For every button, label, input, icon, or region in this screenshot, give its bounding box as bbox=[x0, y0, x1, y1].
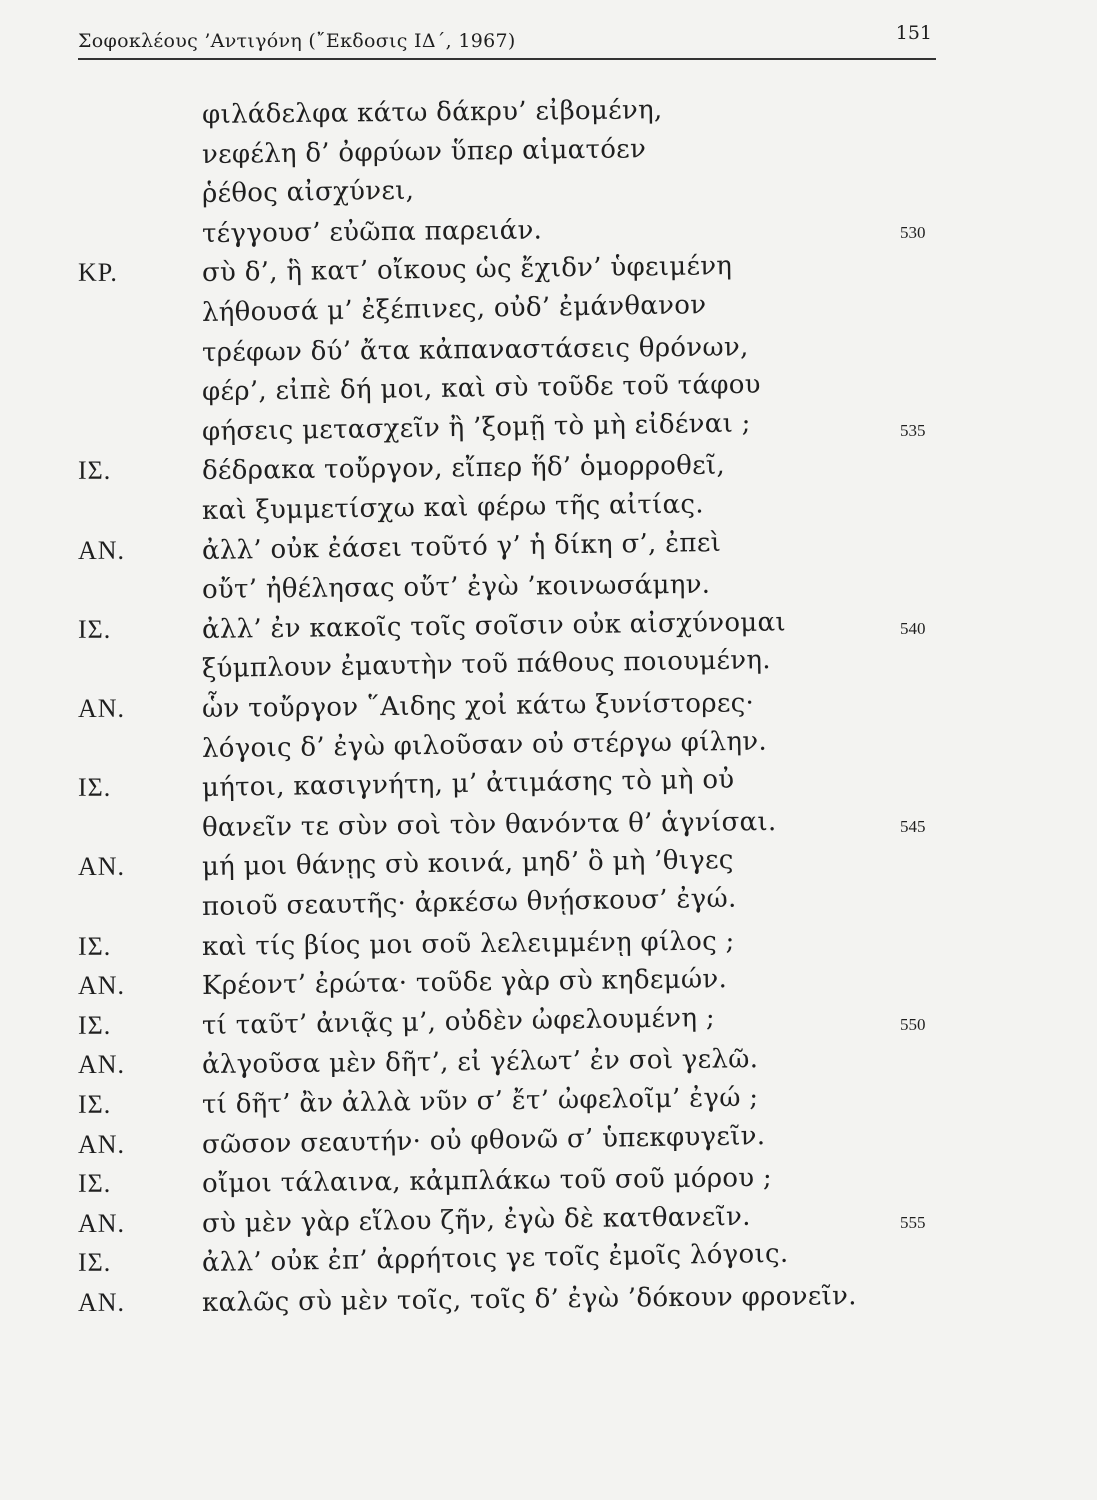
speaker-label: ΙΣ. bbox=[78, 614, 112, 644]
verse-text-line: Κρέοντ’ ἐρώτα· τοῦδε γὰρ σὺ κηδεμών. bbox=[201, 964, 728, 1002]
speaker-label: ΑΝ. bbox=[78, 852, 126, 882]
speaker-label: ΑΝ. bbox=[78, 971, 126, 1001]
verse-line bbox=[0, 1281, 1097, 1328]
verse-text-line: σὺ δ’, ἣ κατ’ οἴκους ὡς ἔχιδν’ ὑφειμένη bbox=[201, 251, 733, 289]
verse-line bbox=[0, 645, 1097, 694]
verse-text-line: λήθουσά μ’ ἐξέπινες, οὐδ’ ἐμάνθανον bbox=[201, 290, 707, 328]
verse-line bbox=[0, 1120, 1097, 1170]
speaker-label: ΑΝ. bbox=[78, 1208, 126, 1238]
verse-line bbox=[0, 175, 1097, 219]
verse-text-line: ἀλλ’ οὐκ ἐπ’ ἀρρήτοις γε τοῖς ἐμοῖς λόγοις. bbox=[201, 1239, 789, 1279]
speaker-label: ΑΝ. bbox=[78, 1129, 126, 1159]
verse-line bbox=[0, 290, 1097, 338]
verse-text-line: φήσεις μετασχεῖν ἢ ’ξομῇ τὸ μὴ εἰδέναι ; bbox=[201, 408, 751, 447]
speaker-label: ΙΣ. bbox=[78, 1090, 112, 1119]
verse-text-line: ἀλλ’ οὐκ ἐάσει τοῦτό γ’ ἡ δίκη σ’, ἐπεὶ bbox=[201, 527, 722, 566]
verse-text-line: τί ταῦτ’ ἀνιᾷς μ’, οὐδὲν ὠφελουμένη ; bbox=[201, 1002, 716, 1041]
verse-text-line: τέγγουσ’ εὐῶπα παρειάν. bbox=[201, 215, 543, 249]
verse-line bbox=[0, 450, 1097, 496]
verse-text-line: μήτοι, κασιγνήτη, μ’ ἀτιμάσης τὸ μὴ οὐ bbox=[201, 764, 735, 804]
speaker-label: ΚΡ. bbox=[78, 258, 118, 288]
verse-text-line: ἀλλ’ ἐν κακοῖς τοῖς σοῖσιν οὐκ αἰσχύνομαι bbox=[201, 607, 787, 645]
verse-text-line: καὶ ξυμμετίσχω καὶ φέρω τῆς αἰτίας. bbox=[201, 489, 705, 526]
verse-text-line: φιλάδελφα κάτω δάκρυ’ εἰβομένη, bbox=[201, 95, 663, 130]
verse-text-line: μή μοι θάνῃς σὺ κοινά, μηδ’ ὃ μὴ ’θιγες bbox=[201, 845, 734, 883]
verse-text-line: τί δῆτ’ ἂν ἀλλὰ νῦν σ’ ἔτ’ ὠφελοῖμ’ ἐγώ ; bbox=[201, 1082, 759, 1120]
line-number: 530 bbox=[900, 222, 926, 242]
verse-line bbox=[0, 764, 1097, 813]
verse-line bbox=[0, 1044, 1097, 1090]
verse-line bbox=[0, 1163, 1097, 1209]
verse-text-line: φέρ’, εἰπὲ δή μοι, καὶ σὺ τοῦδε τοῦ τάφου bbox=[201, 369, 761, 408]
verse-line bbox=[0, 569, 1097, 615]
verse-text-line: ἀλγοῦσα μὲν δῆτ’, εἰ γέλωτ’ ἐν σοὶ γελῶ. bbox=[201, 1044, 759, 1081]
header-title: Σοφοκλέους ’Αντιγόνη (῎Εκδοσις ΙΔ΄, 1967) bbox=[78, 30, 516, 52]
header-rule bbox=[78, 58, 936, 60]
verse-line bbox=[0, 883, 1097, 932]
verse-text-line: οἴμοι τάλαινα, κἀμπλάκω τοῦ σοῦ μόρου ; bbox=[201, 1163, 773, 1200]
page-number: 151 bbox=[895, 22, 932, 44]
speaker-label: ΑΝ. bbox=[78, 1050, 126, 1080]
verse-text-line: σὺ μὲν γὰρ εἵλου ζῆν, ἐγὼ δὲ κατθανεῖν. bbox=[201, 1201, 751, 1239]
verse-line bbox=[0, 1239, 1097, 1288]
verse-line bbox=[0, 527, 1097, 576]
verse-line bbox=[0, 95, 1097, 140]
speaker-label: ΑΝ. bbox=[78, 1288, 126, 1317]
speaker-label: ΙΣ. bbox=[78, 1169, 112, 1199]
line-number: 540 bbox=[900, 618, 926, 638]
verse-line bbox=[0, 688, 1097, 734]
speaker-label: ΑΝ. bbox=[78, 535, 126, 565]
verse-text-line: ποιοῦ σεαυτῆς· ἀρκέσω θνῄσκουσ’ ἐγώ. bbox=[201, 883, 737, 922]
verse-text-line: τρέφων δύ’ ἄτα κἀπαναστάσεις θρόνων, bbox=[201, 331, 749, 368]
verse-line bbox=[0, 133, 1097, 180]
verse-text-line: δέδρακα τοὔργον, εἴπερ ἥδ’ ὁμορροθεῖ, bbox=[201, 450, 726, 487]
line-number: 545 bbox=[900, 816, 926, 836]
verse-text-line: καλῶς σὺ μὲν τοῖς, τοῖς δ’ ἐγὼ ’δόκουν φρονεῖν. bbox=[201, 1281, 857, 1318]
verse-text-line: καὶ τίς βίος μοι σοῦ λελειμμένῃ φίλος ; bbox=[201, 926, 735, 962]
speaker-label: ΙΣ. bbox=[78, 1248, 112, 1278]
verse-text-line: λόγοις δ’ ἐγὼ φιλοῦσαν οὐ στέργω φίλην. bbox=[201, 726, 768, 764]
verse-text-line: ὧν τοὔργον ῞Αιδης χοἰ κάτω ξυνίστορες· bbox=[201, 688, 755, 724]
verse-line bbox=[0, 1002, 1097, 1051]
line-number: 555 bbox=[900, 1212, 926, 1232]
line-number: 535 bbox=[900, 420, 926, 440]
speaker-label: ΙΣ. bbox=[78, 1010, 112, 1040]
speaker-label: ΙΣ. bbox=[78, 773, 112, 803]
verse-text-line: θανεῖν τε σὺν σοὶ τὸν θανόντα θ’ ἁγνίσαι. bbox=[201, 806, 777, 843]
verse-text-line: οὔτ’ ἠθέλησας οὔτ’ ἐγὼ ’κοινωσάμην. bbox=[201, 569, 711, 606]
verse-text-line: ῥέθος αἰσχύνει, bbox=[201, 175, 415, 210]
speaker-label: ΑΝ. bbox=[78, 694, 126, 723]
speaker-label: ΙΣ. bbox=[78, 456, 112, 486]
speaker-label: ΙΣ. bbox=[78, 931, 112, 961]
verse-text-line: νεφέλη δ’ ὀφρύων ὕπερ αἱματόεν bbox=[201, 133, 647, 170]
verse-line bbox=[0, 408, 1097, 457]
verse-text-line: σῶσον σεαυτήν· οὐ φθονῶ σ’ ὑπεκφυγεῖν. bbox=[201, 1120, 766, 1160]
running-header bbox=[78, 22, 938, 62]
line-number: 550 bbox=[900, 1014, 926, 1034]
verse-text-line: ξύμπλουν ἐμαυτὴν τοῦ πάθους ποιουμένη. bbox=[201, 645, 772, 685]
